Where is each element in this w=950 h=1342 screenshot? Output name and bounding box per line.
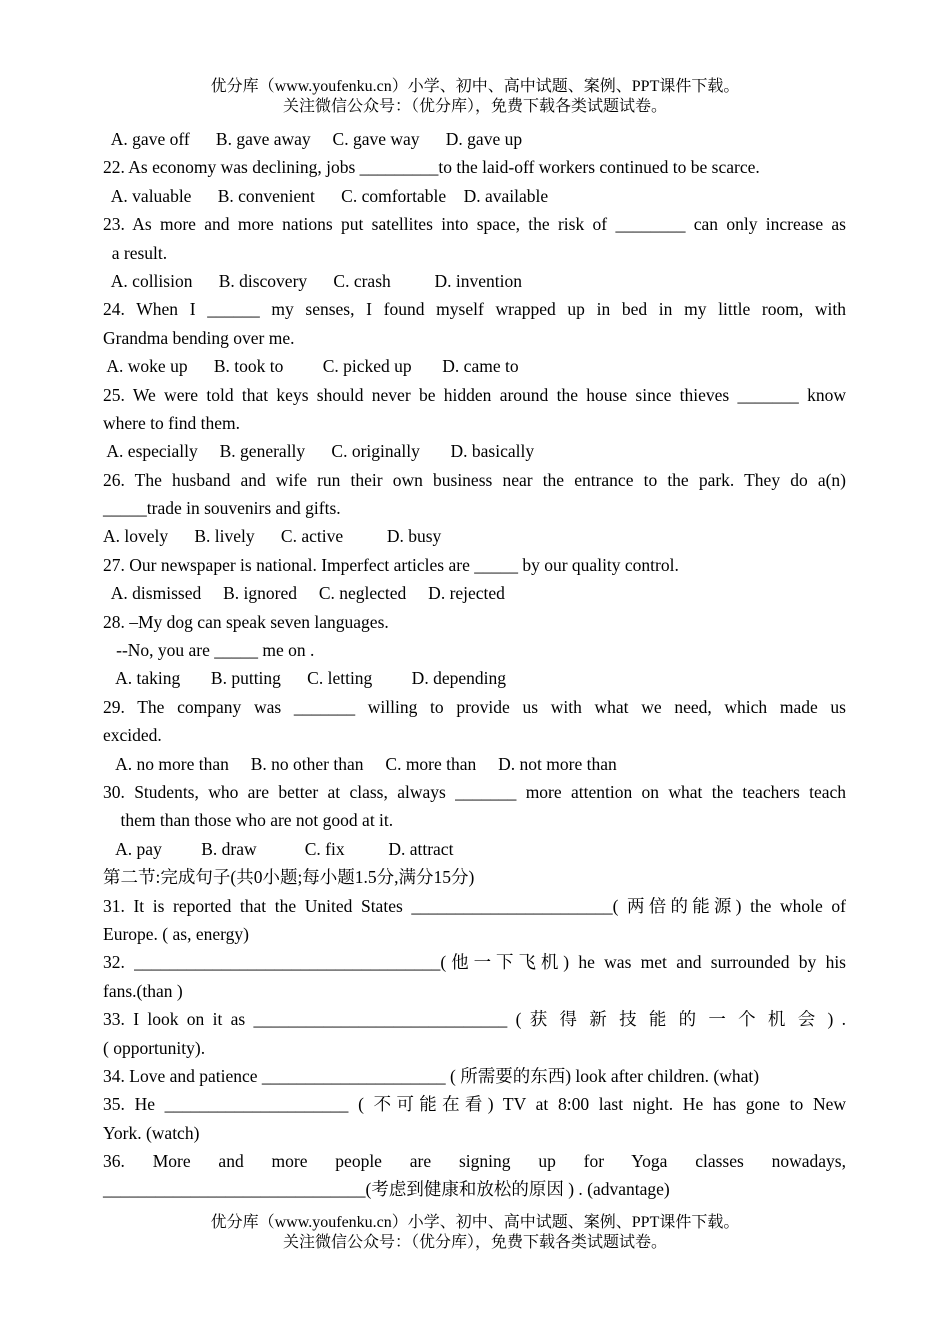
question-line: a result.	[103, 242, 168, 263]
question-line: 22. As economy was declining, jobs _________to the laid-off workers continued to be scarce.	[103, 157, 760, 178]
question-line: Grandma bending over me.	[103, 327, 295, 348]
footer-line-1: 优分库（www.youfenku.cn）小学、初中、高中试题、案例、PPT课件下载。	[210, 1214, 740, 1231]
answer-options: A. pay B. draw C. fix D. attract	[103, 838, 454, 859]
question-line: 第二节:完成句子(共0小题;每小题1.5分,满分15分)	[103, 867, 475, 888]
question-line: 25. We were told that keys should never be hidden around the house since thieves _______ know	[103, 384, 846, 405]
header-line-2: 关注微信公众号：（优分库），免费下载各类试题试卷。	[282, 98, 667, 115]
question-line: ( opportunity).	[103, 1037, 206, 1058]
document-body	[103, 125, 846, 1204]
question-line: 23. As more and more nations put satellites into space, the risk of ________ can only increase as	[103, 214, 846, 235]
answer-options: A. lovely B. lively C. active D. busy	[103, 526, 442, 547]
question-line: York. (watch)	[103, 1122, 200, 1143]
question-line: where to find them.	[103, 412, 241, 433]
footer-line-2: 关注微信公众号：（优分库），免费下载各类试题试卷。	[282, 1234, 667, 1251]
question-line: 24. When I ______ my senses, I found myself wrapped up in bed in my little room, with	[103, 299, 846, 320]
answer-options: A. taking B. putting C. letting D. depending	[103, 668, 506, 689]
question-line: Europe. ( as, energy)	[103, 923, 249, 944]
page-header	[0, 77, 950, 117]
question-line: 26. The husband and wife run their own business near the entrance to the park. They do a(n)	[103, 469, 846, 490]
question-line: ______________________________(考虑到健康和放松的原因 ) . (advantage)	[103, 1179, 670, 1200]
question-line: 35. He _____________________ ( 不可能在看) TV at 8:00 last night. He has gone to New	[103, 1094, 846, 1115]
question-line: them than those who are not good at it.	[103, 810, 394, 831]
question-line: 36. More and more people are signing up for Yoga classes nowadays,	[103, 1151, 846, 1172]
question-line: 29. The company was _______ willing to provide us with what we need, which made us	[103, 696, 846, 717]
question-line: 32. ___________________________________(他一下飞机) he was met and surrounded by his	[103, 952, 846, 973]
answer-options: A. especially B. generally C. originally D. basically	[103, 441, 535, 462]
answer-options: A. valuable B. convenient C. comfortable D. available	[103, 185, 549, 206]
question-line: _____trade in souvenirs and gifts.	[103, 498, 341, 519]
answer-options: A. woke up B. took to C. picked up D. came to	[103, 356, 519, 377]
answer-options: A. no more than B. no other than C. more than D. not more than	[103, 753, 617, 774]
question-line: 33. I look on it as _____________________________ ( 获 得 新 技 能 的 一 个 机 会 ) .	[103, 1009, 846, 1030]
answer-options: A. collision B. discovery C. crash D. invention	[103, 270, 522, 291]
question-line: fans.(than )	[103, 980, 183, 1001]
answer-options: A. gave off B. gave away C. gave way D. gave up	[103, 129, 523, 149]
answer-options: A. dismissed B. ignored C. neglected D. rejected	[103, 583, 505, 604]
question-line: 34. Love and patience _____________________ ( 所需要的东西) look after children. (what)	[103, 1065, 760, 1086]
header-line-1: 优分库（www.youfenku.cn）小学、初中、高中试题、案例、PPT课件下载。	[210, 78, 740, 95]
page-footer	[0, 1213, 950, 1253]
question-line: 30. Students, who are better at class, always _______ more attention on what the teachers teach	[103, 781, 846, 802]
question-line: --No, you are _____ me on .	[103, 640, 315, 661]
question-line: excided.	[103, 725, 162, 746]
question-line: 27. Our newspaper is national. Imperfect articles are _____ by our quality control.	[103, 554, 679, 575]
question-line: 31. It is reported that the United States _______________________( 两倍的能源) the whole of	[103, 895, 846, 916]
question-line: 28. –My dog can speak seven languages.	[103, 611, 389, 632]
